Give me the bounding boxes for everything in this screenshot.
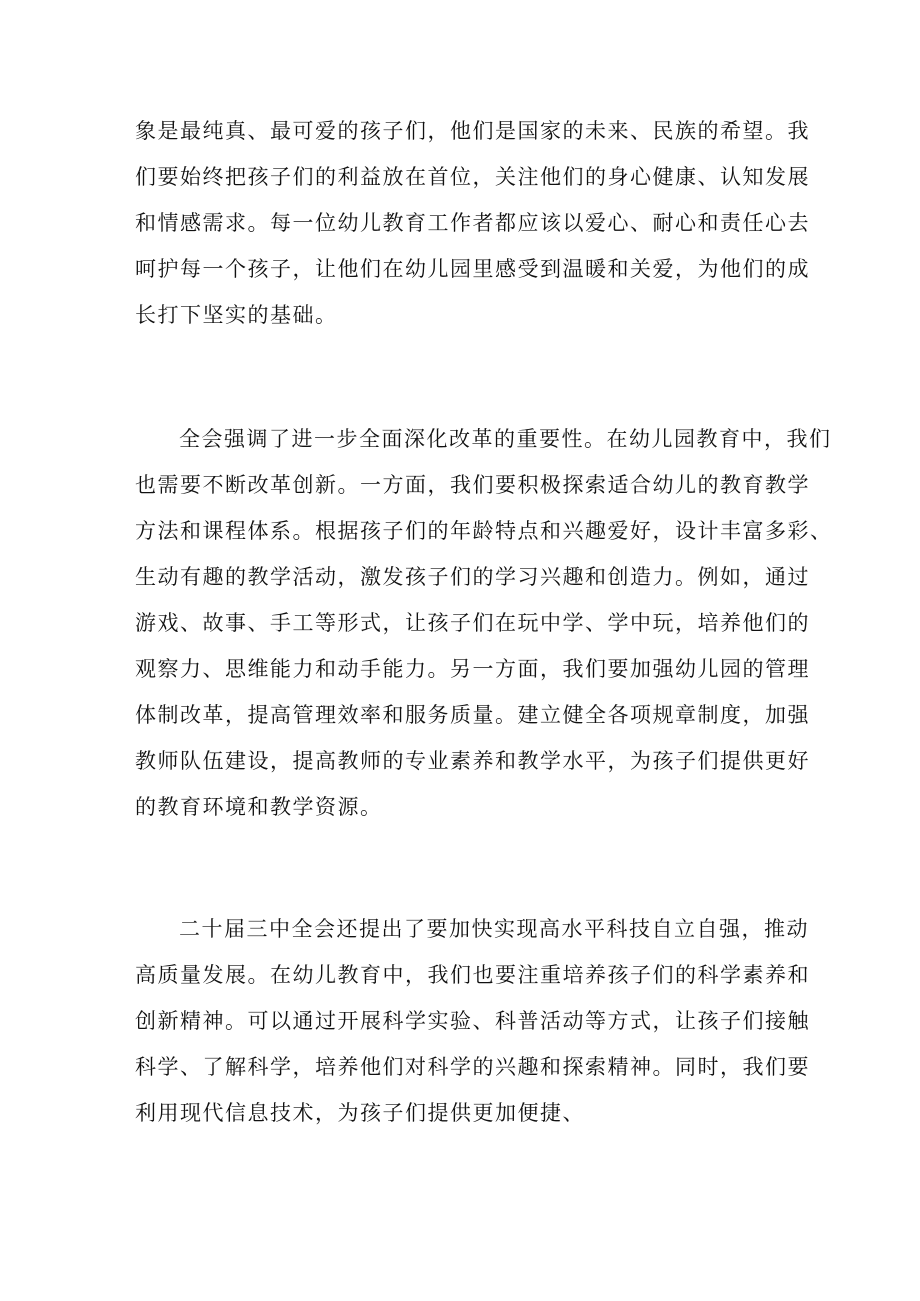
paragraph-line: 游戏、故事、手工等形式，让孩子们在玩中学、学中玩，培养他们的 [135,611,810,635]
paragraph-line: 们要始终把孩子们的利益放在首位，关注他们的身心健康、认知发展 [135,165,810,189]
paragraph-line: 呵护每一个孩子，让他们在幼儿园里感受到温暖和关爱，为他们的成 [135,257,810,281]
paragraph-2 [135,416,833,830]
paragraph-line: 观察力、思维能力和动手能力。另一方面，我们要加强幼儿园的管理 [135,657,810,681]
paragraph-line: 科学、了解科学，培养他们对科学的兴趣和探索精神。同时，我们要 [135,1055,810,1079]
paragraph-1 [135,108,810,338]
paragraph-line: 和情感需求。每一位幼儿教育工作者都应该以爱心、耐心和责任心去 [135,211,810,235]
paragraph-line: 创新精神。可以通过开展科学实验、科普活动等方式，让孩子们接触 [135,1009,810,1033]
paragraph-line: 教师队伍建设，提高教师的专业素养和教学水平，为孩子们提供更好 [135,749,810,773]
paragraph-line: 利用现代信息技术，为孩子们提供更加便捷、 [135,1101,585,1125]
paragraph-line: 方法和课程体系。根据孩子们的年龄特点和兴趣爱好，设计丰富多彩、 [135,519,833,543]
paragraph-line: 二十届三中全会还提出了要加快实现高水平科技自立自强，推动 [179,917,809,941]
paragraph-line: 高质量发展。在幼儿教育中，我们也要注重培养孩子们的科学素养和 [135,963,810,987]
paragraph-line: 生动有趣的教学活动，激发孩子们的学习兴趣和创造力。例如，通过 [135,565,810,589]
paragraph-line: 的教育环境和教学资源。 [135,795,383,819]
paragraph-line: 象是最纯真、最可爱的孩子们，他们是国家的未来、民族的希望。我 [135,119,810,143]
paragraph-line: 体制改革，提高管理效率和服务质量。建立健全各项规章制度，加强 [135,703,810,727]
paragraph-line: 长打下坚实的基础。 [135,303,338,327]
paragraph-line: 全会强调了进一步全面深化改革的重要性。在幼儿园教育中，我们 [179,427,832,451]
paragraph-3 [135,906,810,1136]
paragraph-line: 也需要不断改革创新。一方面，我们要积极探索适合幼儿的教育教学 [135,473,810,497]
